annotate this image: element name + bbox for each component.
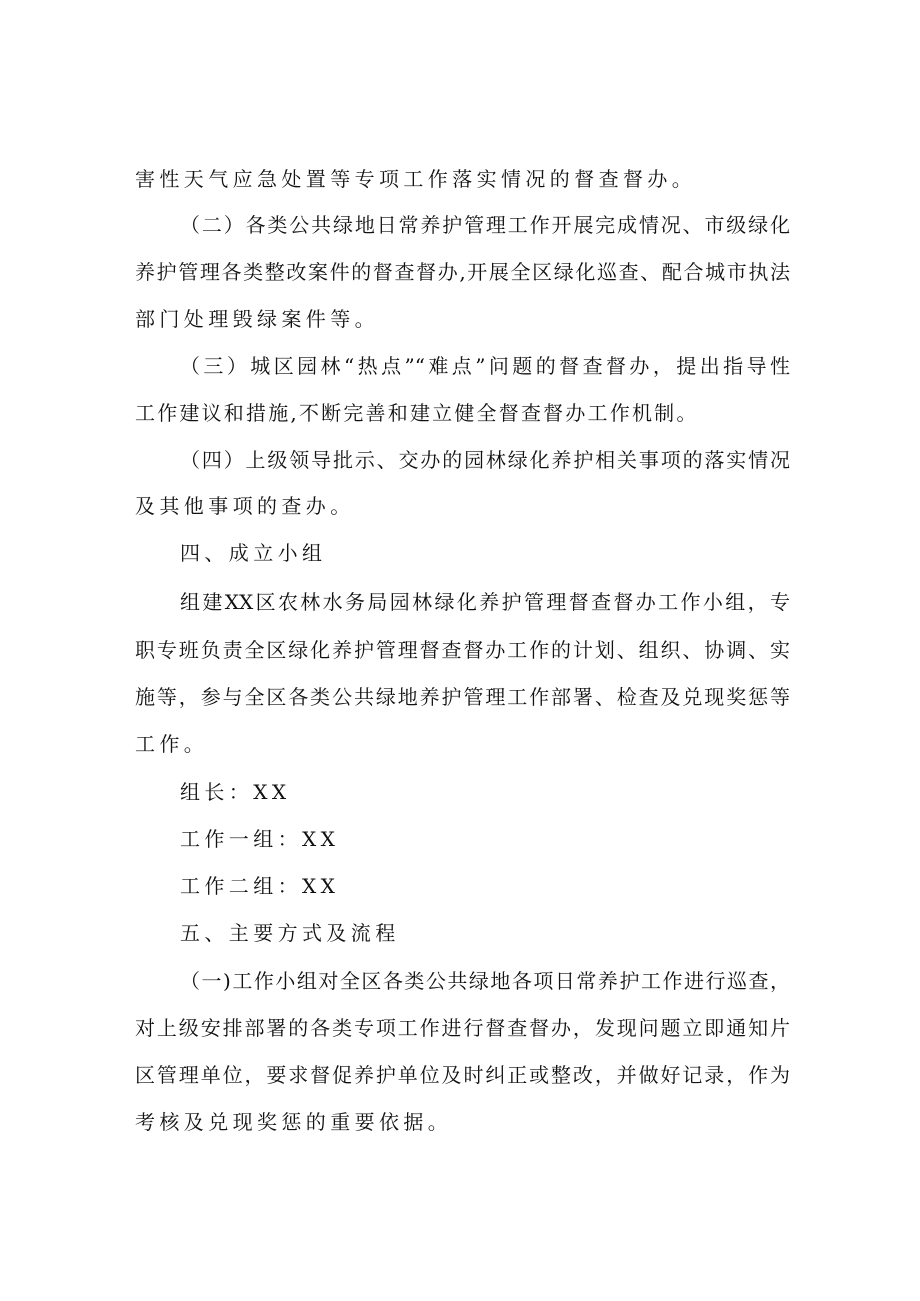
section-5-item-1-line-1: （一)工作小组对全区各类公共绿地各项日常养护工作进行巡查，	[180, 969, 790, 993]
item-3-line-2: 工作建议和措施,不断完善和建立健全督查督办工作机制。	[135, 401, 699, 425]
item-2-line-3: 部门处理毁绿案件等。	[135, 307, 379, 331]
section-4-paragraph-line-2: 职专班负责全区绿化养护管理督查督办工作的计划、组织、协调、实	[135, 638, 790, 662]
item-3-line-1: （三）城区园林“热点”“难点”问题的督查督办，提出指导性	[180, 354, 790, 378]
item-2-line-2: 养护管理各类整改案件的督查督办,开展全区绿化巡查、配合城市执法	[135, 260, 790, 284]
group-leader-line: 组长：XX	[180, 780, 291, 804]
section-heading-5: 五、主要方式及流程	[180, 921, 400, 945]
section-4-paragraph-line-1: 组建XX区农林水务局园林绿化养护管理督查督办工作小组，专	[180, 590, 790, 614]
item-2-line-1: （二）各类公共绿地日常养护管理工作开展完成情况、市级绿化	[180, 213, 790, 237]
item-4-line-1: （四）上级领导批示、交办的园林绿化养护相关事项的落实情况	[180, 448, 790, 472]
work-group-1-line: 工作一组：XX	[180, 827, 340, 851]
section-5-item-1-line-3: 区管理单位，要求督促养护单位及时纠正或整改，并做好记录，作为	[135, 1063, 790, 1087]
paragraph-continuation-line: 害性天气应急处置等专项工作落实情况的督查督办。	[135, 167, 697, 191]
section-heading-4: 四、成立小组	[180, 541, 327, 565]
section-5-item-1-line-2: 对上级安排部署的各类专项工作进行督查督办，发现问题立即通知片	[135, 1016, 790, 1040]
item-4-line-2: 及其他事项的查办。	[135, 494, 355, 518]
work-group-2-line: 工作二组：XX	[180, 874, 340, 898]
section-4-paragraph-line-4: 工作。	[135, 732, 209, 756]
section-4-paragraph-line-3: 施等，参与全区各类公共绿地养护管理工作部署、检查及兑现奖惩等	[135, 685, 790, 709]
section-5-item-1-line-4: 考核及兑现奖惩的重要依据。	[135, 1110, 453, 1134]
